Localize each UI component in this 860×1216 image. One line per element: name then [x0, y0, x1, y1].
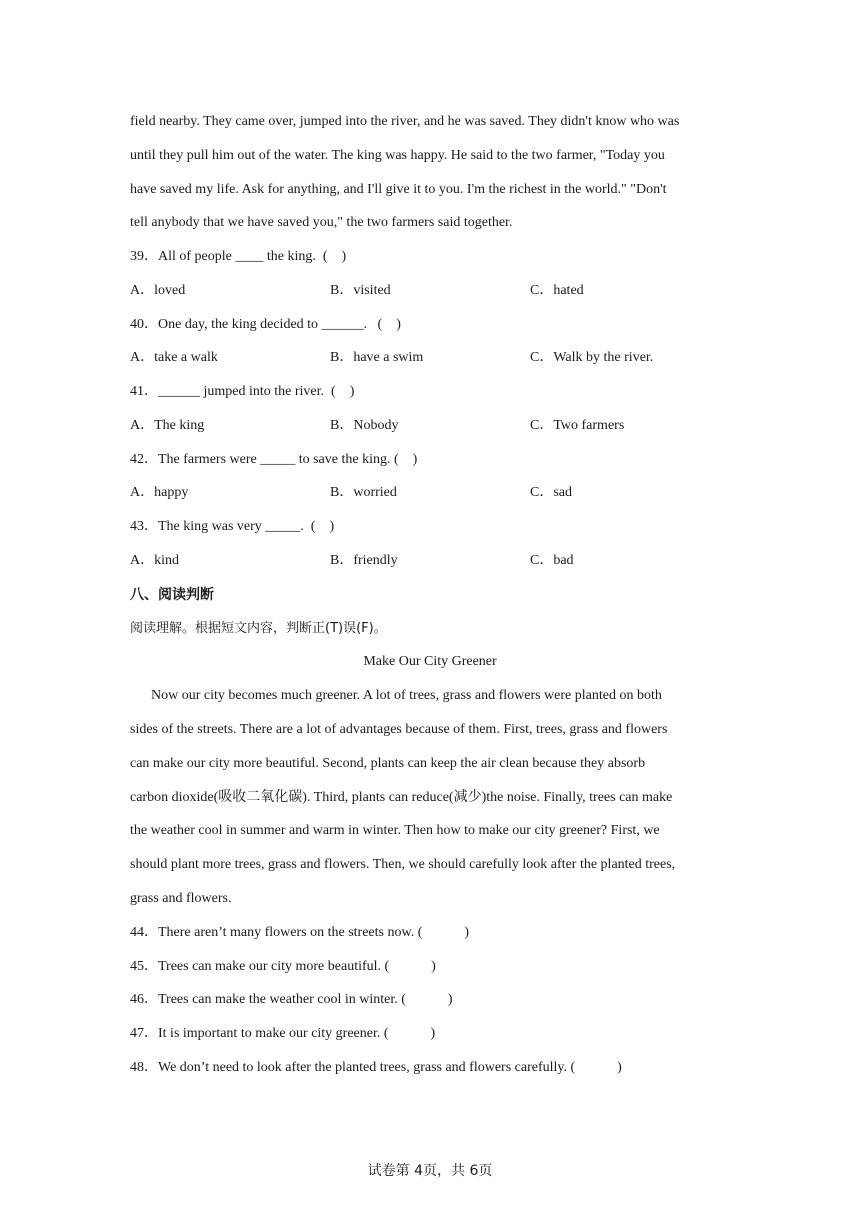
- judgement-question: 48．We don’t need to look after the planted trees, grass and flowers carefully. ( ): [130, 1060, 622, 1075]
- judgement-question: 45．Trees can make our city more beautiful. ( ): [130, 959, 436, 974]
- passage-line: tell anybody that we have saved you," the two farmers said together.: [130, 215, 513, 230]
- passage-line: have saved my life. Ask for anything, and I'll give it to you. I'm the richest in the world." "Don't: [130, 182, 667, 197]
- option-b: B．Nobody: [330, 418, 399, 433]
- question-stem: 40．One day, the king decided to ______. ( ): [130, 317, 401, 332]
- passage-line: field nearby. They came over, jumped into the river, and he was saved. They didn't know who was: [130, 114, 680, 129]
- option-c: C．bad: [530, 553, 574, 568]
- question-stem: 42．The farmers were _____ to save the king. ( ): [130, 452, 418, 467]
- passage-title: Make Our City Greener: [363, 654, 497, 669]
- question-stem: 43．The king was very _____. ( ): [130, 519, 335, 534]
- option-a: A．The king: [130, 418, 205, 433]
- option-c: C．Two farmers: [530, 418, 625, 433]
- passage-line: carbon dioxide(吸收二氧化碳). Third, plants can reduce(减少)the noise. Finally, trees can make: [130, 790, 673, 805]
- question-stem: 39．All of people ____ the king. ( ): [130, 249, 347, 264]
- option-b: B．worried: [330, 485, 397, 500]
- option-c: C．hated: [530, 283, 584, 298]
- passage-line: can make our city more beautiful. Second, plants can keep the air clean because they absorb: [130, 756, 646, 771]
- option-c: C．sad: [530, 485, 572, 500]
- judgement-question: 47．It is important to make our city greener. ( ): [130, 1026, 436, 1041]
- question-stem: 41．______ jumped into the river. ( ): [130, 384, 355, 399]
- passage-line: Now our city becomes much greener. A lot of trees, grass and flowers were planted on both: [130, 688, 662, 703]
- section-heading: 八、阅读判断: [130, 587, 214, 603]
- option-a: A．happy: [130, 485, 189, 500]
- option-c: C．Walk by the river.: [530, 350, 654, 365]
- passage-line: until they pull him out of the water. The king was happy. He said to the two farmer, "Today you: [130, 148, 665, 163]
- option-a: A．take a walk: [130, 350, 218, 365]
- judgement-question: 44．There aren’t many flowers on the streets now. ( ): [130, 925, 470, 940]
- option-b: B．visited: [330, 283, 391, 298]
- page-footer: 试卷第 4页，共 6页: [367, 1163, 493, 1179]
- option-b: B．friendly: [330, 553, 398, 568]
- passage-line: sides of the streets. There are a lot of advantages because of them. First, trees, grass and flowers: [130, 722, 668, 737]
- passage-line: should plant more trees, grass and flowers. Then, we should carefully look after the planted trees,: [130, 857, 676, 872]
- passage-line: the weather cool in summer and warm in winter. Then how to make our city greener? First, we: [130, 823, 660, 838]
- option-a: A．loved: [130, 283, 186, 298]
- passage-line: grass and flowers.: [130, 891, 232, 906]
- section-instruction: 阅读理解。根据短文内容，判断正(T)误(F)。: [130, 621, 387, 636]
- judgement-question: 46．Trees can make the weather cool in winter. ( ): [130, 992, 453, 1007]
- option-b: B．have a swim: [330, 350, 424, 365]
- option-a: A．kind: [130, 553, 179, 568]
